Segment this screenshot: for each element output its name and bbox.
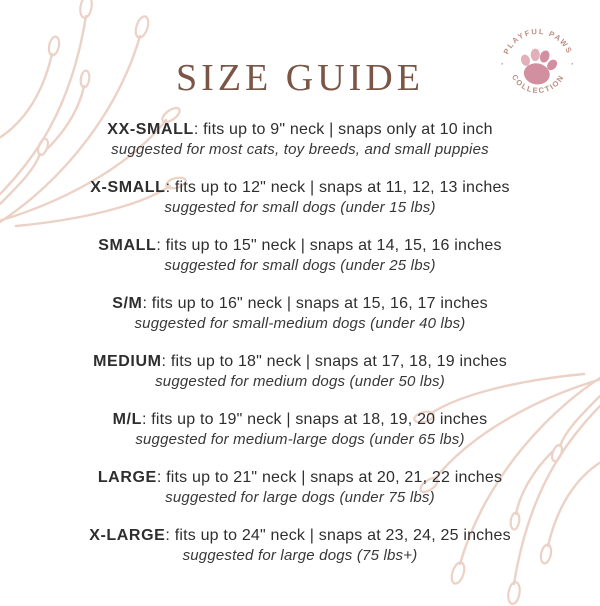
size-spec-line xyxy=(40,293,560,314)
size-spec-line xyxy=(40,119,560,140)
size-guide-list xyxy=(40,119,560,583)
size-spec-line xyxy=(40,177,560,198)
size-spec-line xyxy=(40,467,560,488)
size-label: X-LARGE xyxy=(89,527,166,544)
size-note: suggested for small-medium dogs (under 40 lbs) xyxy=(134,315,466,332)
size-label: X-SMALL xyxy=(90,179,166,196)
size-note: suggested for large dogs (75 lbs+) xyxy=(182,547,418,564)
size-description: : fits up to 18" neck | snaps at 17, 18, 19 inches xyxy=(161,353,507,370)
size-row xyxy=(40,177,560,218)
logo-arc-top-text: PLAYFUL PAWS xyxy=(501,26,575,56)
size-description: : fits up to 21" neck | snaps at 20, 21, 22 inches xyxy=(156,469,503,486)
size-note: suggested for large dogs (under 75 lbs) xyxy=(165,489,435,506)
size-note: suggested for medium dogs (under 50 lbs) xyxy=(155,373,445,390)
size-description: : fits up to 19" neck | snaps at 18, 19, 20 inches xyxy=(141,411,488,428)
size-note: suggested for small dogs (under 15 lbs) xyxy=(164,199,436,216)
size-row xyxy=(40,351,560,392)
size-label: LARGE xyxy=(97,469,157,486)
size-row xyxy=(40,467,560,508)
size-row xyxy=(40,525,560,566)
size-label: SMALL xyxy=(98,237,157,254)
size-row xyxy=(40,119,560,160)
size-label: MEDIUM xyxy=(93,353,162,370)
size-label: M/L xyxy=(112,411,142,428)
size-description: : fits up to 15" neck | snaps at 14, 15, 16 inches xyxy=(156,237,502,254)
size-spec-line xyxy=(40,409,560,430)
page-title: SIZE GUIDE xyxy=(176,57,424,99)
size-note: suggested for medium-large dogs (under 65 lbs) xyxy=(135,431,465,448)
logo-dot-right: · xyxy=(571,59,574,69)
size-description: : fits up to 12" neck | snaps at 11, 12, 13 inches xyxy=(165,179,510,196)
size-label: S/M xyxy=(112,295,143,312)
size-row xyxy=(40,293,560,334)
size-note: suggested for small dogs (under 25 lbs) xyxy=(164,257,436,274)
size-row xyxy=(40,235,560,276)
size-label: XX-SMALL xyxy=(107,121,194,138)
size-note: suggested for most cats, toy breeds, and small puppies xyxy=(111,141,489,158)
size-description: : fits up to 16" neck | snaps at 15, 16, 17 inches xyxy=(142,295,488,312)
size-spec-line xyxy=(40,525,560,546)
logo-arc-bottom-text: COLLECTION xyxy=(509,72,567,96)
size-row xyxy=(40,409,560,450)
logo-dot-left: · xyxy=(501,59,504,69)
brand-logo-badge xyxy=(494,20,582,108)
size-description: : fits up to 24" neck | snaps at 23, 24, 25 inches xyxy=(165,527,511,544)
size-spec-line xyxy=(40,351,560,372)
size-spec-line xyxy=(40,235,560,256)
size-description: : fits up to 9" neck | snaps only at 10 inch xyxy=(193,121,493,138)
